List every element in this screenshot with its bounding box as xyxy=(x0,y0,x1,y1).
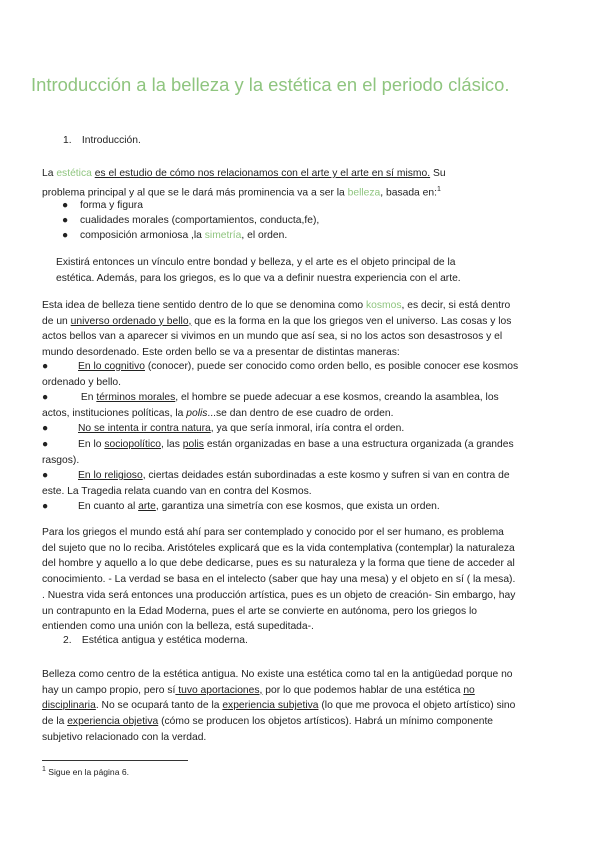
paragraph-kosmos xyxy=(42,298,560,361)
text-line: rasgos). xyxy=(42,454,80,466)
underlined-text: sociopolítico xyxy=(104,439,162,450)
text: por lo que podemos hablar de una estética xyxy=(262,684,464,696)
list-item xyxy=(42,359,562,390)
text: (cómo se producen los objetos artísticos). Habrá un mínimo componente xyxy=(158,716,494,728)
section-heading-2 xyxy=(63,635,248,646)
list-item-text: cualidades morales (comportamientos, conducta,fe), xyxy=(80,215,320,226)
text: hay un campo propio, pero sí xyxy=(42,684,176,696)
list-item xyxy=(62,228,287,244)
section-number: 2. xyxy=(63,635,72,646)
text-line: este. La Tragedia relata cuando van en contra del Kosmos. xyxy=(42,485,312,497)
underlined-text: universo ordenado y bello, xyxy=(70,315,192,327)
text-line: ordenado y bello. xyxy=(42,376,122,388)
underlined-text: En lo religioso xyxy=(78,470,143,481)
term-estetica: estética xyxy=(56,168,92,179)
underlined-text: experiencia objetiva xyxy=(67,716,159,728)
footnote-text: Sigue en la página 6. xyxy=(45,766,130,777)
text-line: . Nuestra vida será entonces una producción artística, pues es un objeto de creación- Sin embargo, hay xyxy=(42,589,516,601)
text: En cuanto al xyxy=(78,501,139,512)
text: En lo xyxy=(78,439,105,450)
list-item-text: , el orden. xyxy=(241,230,288,241)
text: , basada en: xyxy=(380,187,437,199)
list-item-text: forma y figura xyxy=(80,200,143,211)
bullet-icon: ● xyxy=(42,470,49,481)
text: , ya que sería inmoral, iría contra el orden. xyxy=(210,423,405,434)
footnote-ref[interactable]: 1 xyxy=(436,185,441,193)
bullet-icon: ● xyxy=(42,392,49,403)
text-line: entienden como una unión con la belleza, está supeditada-. xyxy=(42,621,314,633)
text: de la xyxy=(42,716,68,728)
text: están organizadas en base a una estructura organizada (a grandes xyxy=(203,439,514,450)
text-line: Existirá entonces un vínculo entre bondad y belleza, y el arte es el objeto principal de la xyxy=(56,257,456,268)
footnote-divider xyxy=(42,760,188,761)
list-item xyxy=(42,390,562,421)
text: ...se dan dentro de ese cuadro de orden. xyxy=(207,407,394,419)
page-title: Introducción a la belleza y la estética en el periodo clásico. xyxy=(31,74,510,95)
text: (conocer), puede ser conocido como orden bello, es posible conocer ese kosmos xyxy=(144,361,519,372)
text: Su xyxy=(430,168,446,179)
list-item xyxy=(42,437,562,468)
text-line: conocimiento. - La verdad se basa en el intelecto (saber que hay una mesa) y el objeto en sí ( la mesa). xyxy=(42,574,516,586)
text: , garantiza una simetría con ese kosmos, que exista un orden. xyxy=(155,501,440,512)
underlined-text: En lo cognitivo xyxy=(78,361,145,372)
text: (lo que me provoca el objeto artístico) sino xyxy=(318,700,516,712)
section-label: Introducción. xyxy=(81,135,141,146)
bullet-icon: ● xyxy=(42,361,49,372)
text: problema principal y al que se le dará más prominencia va a ser la xyxy=(42,187,348,199)
underlined-text: No se intenta ir contra natura xyxy=(78,423,211,434)
text-line: Para los griegos el mundo está ahí para ser contemplado y conocido por el ser humano, es problema xyxy=(42,527,504,538)
text-line: del hombre y aquello a lo que debe dedicarse, pues es su naturaleza y la forma que tiene de acceder al xyxy=(42,558,515,570)
list-item xyxy=(42,499,562,515)
text: Esta idea de belleza tiene sentido dentro de lo que se denomina como xyxy=(42,300,367,311)
text-line: estética. Además, para los griegos, es lo que va a definir nuestra experiencia con el arte. xyxy=(56,272,461,284)
text: , el hombre se puede adecuar a ese kosmos, creando la asamblea, los xyxy=(175,392,499,403)
underlined-text: disciplinaria xyxy=(42,700,96,712)
underlined-text: no xyxy=(463,684,475,696)
paragraph-griegos xyxy=(42,525,560,635)
text: , las xyxy=(161,439,183,450)
text: La xyxy=(42,168,57,179)
bullet-icon: ● xyxy=(62,200,69,211)
term-kosmos: kosmos xyxy=(366,300,402,311)
term-belleza: belleza xyxy=(347,187,381,199)
text: , ciertas deidades están subordinadas a este kosmo y sufren si van en contra de xyxy=(142,470,510,481)
list-item xyxy=(62,213,319,229)
bullet-icon: ● xyxy=(62,230,69,241)
bullet-icon: ● xyxy=(62,215,69,226)
underlined-text: arte xyxy=(138,501,156,512)
section-label: Estética antigua y estética moderna. xyxy=(81,635,248,646)
list-item xyxy=(62,198,143,214)
underlined-text: tuvo aportaciones, xyxy=(175,684,263,696)
text-line: actos bellos van a aparecer si vivimos en un mundo que así sea, si no los actos son desastrosos y el xyxy=(42,331,503,343)
underlined-text: términos morales xyxy=(96,392,176,403)
section-heading-1 xyxy=(63,135,141,146)
footnote xyxy=(42,766,129,777)
intro-paragraph xyxy=(42,166,560,201)
bullet-icon: ● xyxy=(42,501,49,512)
section-number: 1. xyxy=(63,135,72,146)
list-item-text: composición armoniosa ,la xyxy=(80,230,205,241)
text: que es la forma en la que los griegos ven el universo. Las cosas y los xyxy=(191,315,512,327)
text-line: mundo desordenado. Este orden bello se va a presentar de distintas maneras: xyxy=(42,347,400,359)
underlined-text: experiencia subjetiva xyxy=(222,700,319,712)
paragraph-bondad-belleza xyxy=(56,255,574,286)
text-line: subjetivo relacionado con la verdad. xyxy=(42,731,207,743)
text: actos, instituciones políticas, la xyxy=(42,407,187,419)
list-item xyxy=(42,468,562,499)
underlined-text: polis xyxy=(182,439,204,450)
text: de un xyxy=(42,315,71,327)
text: , es decir, si está dentro xyxy=(401,300,511,311)
text: . No se ocupará tanto de la xyxy=(95,700,223,712)
paragraph-estetica-antigua xyxy=(42,667,560,746)
text: En xyxy=(78,392,97,403)
text-line: un contrapunto en la Edad Moderna, pues el arte se convierte en autónoma, pero los griegos lo xyxy=(42,605,478,617)
italic-term: polis xyxy=(186,407,208,419)
definition-underlined: es el estudio de cómo nos relacionamos con el arte y el arte en sí mismo. xyxy=(94,168,431,179)
text-line: del sujeto que no lo reciba. Aristóteles explicará que es la vida contemplativa (contemplar) la naturaleza xyxy=(42,542,515,554)
list-item xyxy=(42,421,562,437)
footnote-marker: 1 xyxy=(42,766,46,773)
bullet-icon: ● xyxy=(42,439,49,450)
bullet-icon: ● xyxy=(42,423,49,434)
text-line: Belleza como centro de la estética antigua. No existe una estética como tal en la antigüedad porque no xyxy=(42,669,513,680)
term-simetria: simetría xyxy=(204,230,242,241)
